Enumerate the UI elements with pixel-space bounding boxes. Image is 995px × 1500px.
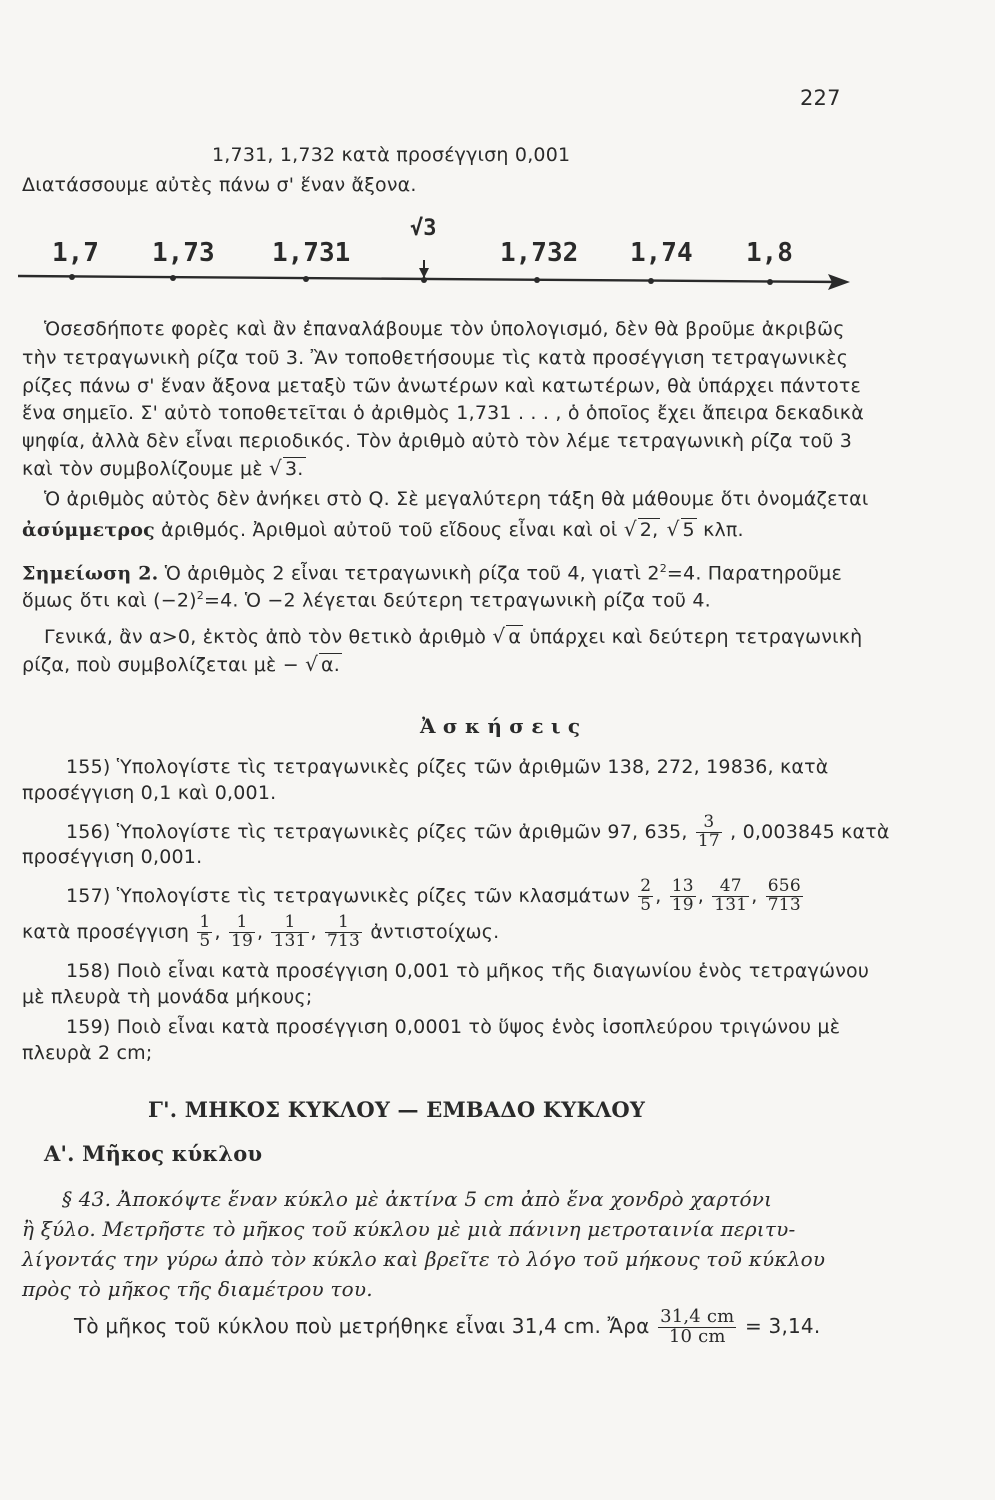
sqrt-operand: 5 [682,519,695,541]
result-line [74,1308,820,1347]
fraction [197,914,212,951]
paragraph-line: ἕνα σημεῖο. Σ' αὐτὸ τοποθετεῖται ὁ ἀριθμὸς 1,731 . . . , ὁ ὁποῖος ἔχει ἄπειρα δεκαδικὰ [22,402,864,424]
exercise-156-cont: προσέγγιση 0,001. [22,846,203,868]
exercise-159: 159) Ποιὸ εἶναι κατὰ προσέγγιση 0,0001 τὸ ὕψος ἑνὸς ἰσοπλεύρου τριγώνου μὲ [66,1016,841,1038]
numerator: 1 [271,914,308,933]
denominator: 17 [697,830,720,851]
superscript: 2 [659,562,667,575]
paragraph-43 [62,1187,772,1211]
fraction [766,878,803,915]
sqrt3-pointer-arrow [419,268,429,278]
exercise-158-cont: μὲ πλευρὰ τὴ μονάδα μήκους; [22,986,313,1008]
axis-label-1-74: 1,74 [630,238,693,268]
numerator: 1 [325,914,362,933]
denominator: 10 cm [668,1325,726,1347]
paragraph-line [44,624,862,648]
exercise-text: ἀντιστοίχως. [370,920,500,943]
fraction [325,914,362,951]
sqrt-operand: 3. [284,458,304,480]
sqrt-sign: √ [269,456,282,480]
sqrt-sign: √ [623,517,637,541]
superscript: 2 [196,589,204,602]
paragraph-43-line: πρὸς τὸ μῆκος τῆς διαμέτρου του. [22,1277,373,1301]
axis-point [303,276,309,282]
numerator: 656 [767,876,801,896]
sqrt-operand: α [508,626,522,648]
fraction [638,878,653,915]
numerator: 47 [712,878,749,897]
paragraph-text: καὶ τὸν συμβολίζουμε μὲ [22,458,263,480]
sqrt-operand: α. [321,654,340,676]
denominator: 5 [199,930,211,951]
paragraph-line: τὴν τετραγωνικὴ ρίζα τοῦ 3. Ἂν τοποθετήσουμε τὶς κατὰ προσέγγιση τετραγωνικὲς [22,347,849,369]
note-text: ὅμως ὅτι καὶ (−2) [22,589,197,612]
paragraph-line [22,456,306,480]
paragraph-text: ἀριθμός. Ἀριθμοὶ αὐτοῦ τοῦ εἴδους εἶναι καὶ οἱ [161,519,618,541]
numerator: 31,4 cm [660,1306,735,1327]
subsection-title: Α'. Μῆκος κύκλου [44,1141,263,1166]
result-text: Τὸ μῆκος τοῦ κύκλου ποὺ μετρήθηκε εἶναι 31,4 cm. Ἄρα [74,1313,650,1338]
paragraph-line: ψηφία, ἀλλὰ δὲν εἶναι περιοδικός. Τὸν ἀριθμὸ αὐτὸ τὸν λέμε τετραγωνικὴ ρίζα τοῦ 3 [22,430,853,452]
axis-label-1-7: 1,7 [52,238,99,268]
exercise-text: 156) Ὑπολογίστε τὶς τετραγωνικὲς ρίζες τῶν ἀριθμῶν 97, 635, [66,820,688,843]
exercises-heading: Ἀ σ κ ή σ ε ι ς [420,714,581,738]
note-line [22,589,711,611]
axis-label-1-73: 1,73 [152,238,215,268]
paragraph-43-line: ἢ ξύλο. Μετρῆστε τὸ μῆκος τοῦ κύκλου μὲ μιὰ πάνινη μετροταινία περιτυ- [22,1217,796,1241]
note-text: =4. Παρατηροῦμε [666,562,842,585]
paragraph-line [22,652,342,676]
exercise-159-cont: πλευρὰ 2 cm; [22,1042,153,1064]
denominator: 713 [767,894,801,915]
note-line [22,562,842,584]
exercise-text: 157) Ὑπολογίστε τὶς τετραγωνικὲς ρίζες τῶν κλασμάτων [66,884,630,907]
exercise-158: 158) Ποιὸ εἶναι κατὰ προσέγγιση 0,001 τὸ μῆκος τῆς διαγωνίου ἑνὸς τετραγώνου [66,960,870,982]
fraction [696,814,722,851]
text-line: Διατάσσουμε αὐτὲς πάνω σ' ἕναν ἄξονα. [22,174,417,196]
fraction [271,914,308,951]
exercise-155: 155) Ὑπολογίστε τὶς τετραγωνικὲς ρίζες τῶν ἀριθμῶν 138, 272, 19836, κατὰ [66,756,829,778]
numerator: 1 [199,912,211,932]
axis-label-1-731: 1,731 [272,238,351,268]
axis-point [69,274,75,280]
denominator: 131 [714,894,748,915]
sqrt-operand: 2, [639,519,659,541]
paragraph-text: ὑπάρχει καὶ δεύτερη τετραγωνικὴ [529,626,863,648]
exercise-text: , 0,003845 κατὰ [730,820,890,843]
numerator: 1 [229,914,255,933]
denominator: 19 [230,930,253,951]
note-text: =4. Ὁ −2 λέγεται δεύτερη τετραγωνικὴ ρίζα τοῦ 4. [203,589,711,612]
axis-line [18,276,845,282]
paragraph-line: Ὁσεσδήποτε φορὲς καὶ ἂν ἐπαναλάβουμε τὸν ὑπολογισμό, δὲν θὰ βροῦμε ἀκριβῶς [44,318,845,340]
exercise-155-cont: προσέγγιση 0,1 καὶ 0,001. [22,782,277,804]
result-text: = 3,14. [745,1313,821,1338]
axis-point [767,279,773,285]
denominator: 5 [640,894,652,915]
paragraph-text: κλπ. [703,519,744,541]
paragraph-line: ρίζες πάνω σ' ἕναν ἄξονα μεταξὺ τῶν ἀνωτέρων καὶ κατωτέρων, θὰ ὑπάρχει πάντοτε [22,375,861,397]
note-text: Ὁ ἀριθμὸς 2 εἶναι τετραγωνικὴ ρίζα τοῦ 4, γιατὶ 2 [164,562,660,585]
denominator: 131 [273,930,307,951]
axis-label-sqrt3: √3 [410,216,437,241]
number-line-axis [0,210,995,300]
paragraph-text: Ἀποκόψτε ἕναν κύκλο μὲ ἀκτίνα 5 cm ἀπὸ ἕνα χονδρὸ χαρτόνι [117,1187,773,1211]
paragraph-text: ρίζα, ποὺ συμβολίζεται μὲ − [22,654,299,676]
paragraph-line: Ὁ ἀριθμὸς αὐτὸς δὲν ἀνήκει στὸ Q. Σὲ μεγαλύτερη τάξη θὰ μάθουμε ὅτι ὀνομάζεται [44,488,869,510]
fraction [712,878,749,915]
exercise-157-cont: κατὰ προσέγγιση $\frac{1}{5}$ , $\frac{1}{19}$ , $\frac{1}{131}$ , $\frac{1}{713}$ ἀντιστοίχως. [22,912,500,951]
text-line: 1,731, 1,732 κατὰ προσέγγιση 0,001 [212,144,571,166]
sqrt-sign: √ [492,624,506,648]
denominator: 19 [671,894,694,915]
paragraph-label: § 43. [62,1187,112,1211]
paragraph-text: Γενικά, ἂν α>0, ἐκτὸς ἀπὸ τὸν θετικὸ ἀριθμὸ [44,626,487,648]
numerator: 2 [640,876,652,896]
axis-point [534,277,540,283]
exercise-text: κατὰ προσέγγιση [22,920,190,943]
fraction [658,1308,736,1347]
sqrt-sign: √ [305,652,319,676]
fraction [229,914,255,951]
paragraph-line [22,517,744,541]
note-label: Σημείωση 2. [22,562,159,585]
page-number: 227 [800,86,841,110]
numerator: 13 [671,876,694,896]
section-title: Γ'. ΜΗΚΟΣ ΚΥΚΛΟΥ — ΕΜΒΑΔΟ ΚΥΚΛΟΥ [148,1097,646,1122]
axis-point [648,278,654,284]
bold-term: ἀσύμμετρος [22,519,155,541]
axis-label-1-732: 1,732 [500,238,579,268]
axis-point [170,275,176,281]
denominator: 713 [327,930,361,951]
sqrt-sign: √ [666,517,680,541]
paragraph-43-line: λίγοντάς την γύρω ἀπὸ τὸν κύκλο καὶ βρεῖτε τὸ λόγο τοῦ μήκους τοῦ κύκλου [22,1247,826,1271]
numerator: 3 [696,814,722,833]
axis-label-1-8: 1,8 [746,238,793,268]
fraction [670,878,696,915]
exercise-157: 157) Ὑπολογίστε τὶς τετραγωνικὲς ρίζες τῶν κλασμάτων $\frac{2}{5}$ , $\frac{13}{19}$ , $\frac{47}{131}$ , $\frac{656}{713}$ [66,876,801,915]
